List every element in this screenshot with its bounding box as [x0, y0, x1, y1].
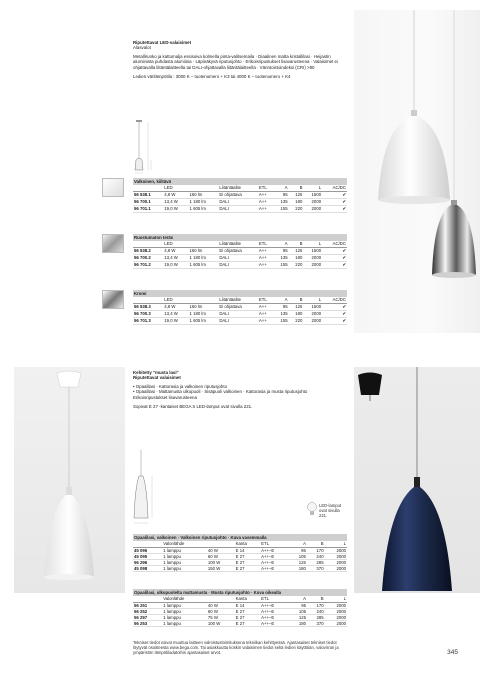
- table-cell: 1 lamppu: [162, 602, 207, 608]
- table-cell: 150 W: [207, 565, 235, 571]
- table-cell: 1 180 lm: [188, 198, 218, 205]
- table-cell: 1 605 lm: [188, 205, 218, 212]
- table-cell: 2000: [303, 261, 322, 268]
- swatch-steel: [102, 234, 124, 253]
- column-header: AC/DC: [322, 185, 347, 191]
- column-header: L: [303, 297, 322, 303]
- swatch-chrome: [102, 290, 124, 309]
- dimension-drawing-top: [126, 118, 160, 174]
- top-title: Riputettavat LED-valaisimet: [133, 40, 192, 45]
- table-caption: Kromi: [133, 290, 347, 297]
- table-row: [133, 205, 347, 212]
- column-header: B: [289, 297, 304, 303]
- table-cell: 285: [307, 614, 325, 620]
- table-cell: 95: [289, 547, 307, 553]
- table-cell: A++–E: [260, 547, 289, 553]
- table-cell: 2000: [303, 198, 322, 205]
- column-header: A: [289, 541, 307, 547]
- column-header: Liitäntäalite: [218, 185, 258, 191]
- column-header: AC/DC: [322, 241, 347, 247]
- column-header: L: [303, 185, 322, 191]
- table-cell: A++–E: [260, 620, 289, 626]
- table-cell: 95: [274, 191, 289, 198]
- table-cell: A++: [258, 303, 274, 310]
- table-cell: 180: [289, 565, 307, 571]
- table-cell: 1 lamppu: [162, 553, 207, 559]
- table-cell: 1 lamppu: [162, 559, 207, 565]
- table-cell: 1 lamppu: [162, 614, 207, 620]
- table-cell: 2000: [325, 608, 347, 614]
- table-cell: 40 W: [207, 602, 235, 608]
- table-cell: 100 W: [207, 559, 235, 565]
- table-cell: 1 lamppu: [162, 565, 207, 571]
- column-header: Valonlähde: [162, 541, 207, 547]
- top-description: Metallirunko ja kattomalja essisoiva kolmella pinta-valitsemaila · Diaalinen matta kristallilasi · Heijastin alumiinista puhdasta alumiinia · Läpinäkyvä riputusjohto · Erikoisripustukset lisavarusteena · Valaisimet ei ohjattavalla liitäntälaitteella tai DALI-ohjattavalla liitäntälaitteella · Värintoistoindeksi (CRI) >80: [133, 53, 338, 70]
- table-cell: 13,4 W: [163, 254, 188, 261]
- table-cell: A++–E: [260, 565, 289, 571]
- table-cell: 95: [274, 247, 289, 254]
- table-cell: 2000: [325, 559, 347, 565]
- table-cell: ✔: [322, 254, 347, 261]
- table-cell: 125: [289, 247, 304, 254]
- table-cell: 60 W: [207, 553, 235, 559]
- table-cell: A++–E: [260, 553, 289, 559]
- table-row: [133, 303, 347, 310]
- table-cell: 2000: [325, 614, 347, 620]
- column-header: B: [307, 596, 325, 602]
- table-cell: 105: [289, 608, 307, 614]
- column-header: LED: [163, 185, 188, 191]
- column-header: Kanta: [235, 596, 261, 602]
- table-cell: 170: [307, 547, 325, 553]
- column-header: B: [289, 241, 304, 247]
- product-photo-top: [354, 10, 480, 333]
- article-number: 56 700.3: [133, 310, 163, 317]
- product-photo-white: [14, 367, 125, 593]
- column-header: ETL: [258, 185, 274, 191]
- table-cell: E 27: [235, 565, 261, 571]
- column-header: A: [274, 185, 289, 191]
- table-cell: Ei ohjattava: [218, 303, 258, 310]
- top-subtitle: Alasvalot: [133, 45, 151, 51]
- table-cell: 240: [307, 553, 325, 559]
- table-cell: 160 lm: [188, 191, 218, 198]
- bullet-2: • Opaalilasi · Mattamusta ulkopuoli · Sisäpuoli valkoinen · Kattorasia ja musta riputusjohto: [133, 389, 308, 395]
- article-number: 56 252: [133, 608, 162, 614]
- table-cell: 2000: [325, 602, 347, 608]
- column-header: Liitäntäalite: [218, 241, 258, 247]
- table-cell: 1500: [303, 303, 322, 310]
- table-cell: 2000: [303, 317, 322, 324]
- table-cell: E 27: [235, 614, 261, 620]
- table-cell: DALI: [218, 310, 258, 317]
- table-row: [133, 191, 347, 198]
- article-number: 56 701.3: [133, 317, 163, 324]
- table-cell: A++–E: [260, 614, 289, 620]
- column-header: LED: [163, 297, 188, 303]
- table-cell: Ei ohjattava: [218, 247, 258, 254]
- article-number: 56 538.2: [133, 247, 163, 254]
- column-header: B: [307, 541, 325, 547]
- article-number: 56 296: [133, 559, 162, 565]
- table-cell: 1 180 lm: [188, 310, 218, 317]
- table-cell: DALI: [218, 261, 258, 268]
- table-caption-row: [133, 234, 347, 241]
- table-row: [133, 198, 347, 205]
- article-number: 45 096: [133, 547, 162, 553]
- table-caption-row: [133, 290, 347, 297]
- article-number: 56 251: [133, 602, 162, 608]
- table-cell: 105: [289, 553, 307, 559]
- article-number: 56 297: [133, 614, 162, 620]
- table-cell: 13,4 W: [163, 310, 188, 317]
- table-cell: 1 lamppu: [162, 620, 207, 626]
- table-cell: E 27: [235, 620, 261, 626]
- table-cell: 180: [289, 198, 304, 205]
- table-cell: 1500: [303, 247, 322, 254]
- table-row: [133, 317, 347, 324]
- table-cell: 370: [307, 565, 325, 571]
- table-row: [133, 247, 347, 254]
- table-cell: 95: [274, 303, 289, 310]
- table-cell: 1 605 lm: [188, 317, 218, 324]
- column-header: ETL: [260, 541, 289, 547]
- table-cell: DALI: [218, 317, 258, 324]
- table-cell: 1 lamppu: [162, 608, 207, 614]
- column-header: A: [274, 297, 289, 303]
- table-cell: 180: [289, 254, 304, 261]
- table-cell: 1500: [303, 191, 322, 198]
- table-cell: 135: [274, 198, 289, 205]
- table-cell: 2000: [325, 553, 347, 559]
- table-cell: 13,4 W: [163, 198, 188, 205]
- table-cell: ✔: [322, 261, 347, 268]
- white-pendant-illustration: [14, 367, 125, 593]
- table-cell: 2000: [303, 205, 322, 212]
- bottom-title: Kehitetty "musta lasi": [133, 370, 179, 375]
- table-cell: 220: [289, 317, 304, 324]
- article-number: 56 538.3: [133, 303, 163, 310]
- table-cell: 100 W: [207, 620, 235, 626]
- bottom-subtitle: Riputettavat valaisimet: [133, 375, 181, 381]
- column-header: ETL: [258, 241, 274, 247]
- table-cell: 180: [289, 310, 304, 317]
- table-cell: 1 lamppu: [162, 547, 207, 553]
- table-cell: 125: [289, 191, 304, 198]
- column-header: L: [303, 241, 322, 247]
- article-number: 56 253: [133, 620, 162, 626]
- article-number: 56 701.2: [133, 261, 163, 268]
- footnote: Tekniset tiedot voivat muuttua laitteen valmistustoimituksena tekniikan kehittyessä. Ajantasaiset tekniset tiedot löytyvät osoitteesta www.bega.com. Tai asiakkuutta koskin valaisimen tiedot sekä ledien käyttöiän, valovirran ja ympäristön lämpötiladatoihin ajantasaiset arvot.: [133, 640, 339, 656]
- table-cell: 2000: [325, 547, 347, 553]
- table-cell: 19,0 W: [163, 205, 188, 212]
- table-cell: E 27: [235, 559, 261, 565]
- table-cell: ✔: [322, 191, 347, 198]
- table-cell: 4,8 W: [163, 303, 188, 310]
- table-cell: 285: [307, 559, 325, 565]
- table-cell: A++: [258, 317, 274, 324]
- table-cell: ✔: [322, 205, 347, 212]
- table-caption-row: [133, 534, 347, 541]
- table-cell: A++: [258, 205, 274, 212]
- table-cell: DALI: [218, 254, 258, 261]
- table-cell: 135: [274, 254, 289, 261]
- table-cell: ✔: [322, 310, 347, 317]
- socket-note: Sopivat E 27 -kantaiset BEGA:n LED-lamput ovat sivulla 221.: [133, 404, 253, 410]
- table-cell: 170: [307, 602, 325, 608]
- table-cell: DALI: [218, 198, 258, 205]
- table-row: [133, 261, 347, 268]
- table-cell: A++: [258, 247, 274, 254]
- table-cell: A++: [258, 310, 274, 317]
- dimension-drawing-bottom: [129, 448, 159, 528]
- page-number: 345: [447, 649, 458, 656]
- table-cell: 220: [289, 261, 304, 268]
- led-lamp-icon: [306, 501, 318, 517]
- table-cell: 160 lm: [188, 303, 218, 310]
- table-cell: ✔: [322, 247, 347, 254]
- article-number: 45 095: [133, 553, 162, 559]
- bottom-intro: [133, 370, 348, 409]
- table-cell: 125: [289, 559, 307, 565]
- table-row: [133, 620, 347, 626]
- table-caption-row: [133, 589, 347, 596]
- pendant-lamps-illustration: [354, 10, 480, 333]
- table-cell: 2000: [303, 310, 322, 317]
- column-header: AC/DC: [322, 297, 347, 303]
- table-row: [133, 254, 347, 261]
- table-cell: 155: [274, 317, 289, 324]
- table-cell: ✔: [322, 303, 347, 310]
- column-header: ETL: [260, 596, 289, 602]
- column-header: LED: [163, 241, 188, 247]
- table-caption: Ruostumaton teräs: [133, 234, 347, 241]
- article-number: 56 700.2: [133, 254, 163, 261]
- table-cell: 155: [274, 205, 289, 212]
- table-cell: 125: [289, 303, 304, 310]
- table-cell: A++: [258, 191, 274, 198]
- black-pendant-illustration: [354, 367, 480, 593]
- table-cell: 2000: [303, 254, 322, 261]
- table-cell: 19,0 W: [163, 317, 188, 324]
- bullet-1: • Opaalilasi · Kattorasia ja valkoinen riputusjohto: [133, 383, 228, 389]
- table-caption: Opaalilasi, valkoinen · Valkoinen riputusjohto · Kuva vasemmalla: [133, 534, 347, 541]
- swatch-white: [102, 178, 124, 197]
- table-cell: 1 180 lm: [188, 254, 218, 261]
- column-header: Kanta: [235, 541, 261, 547]
- column-header: A: [274, 241, 289, 247]
- article-number: 56 700.1: [133, 198, 163, 205]
- table-cell: 19,0 W: [163, 261, 188, 268]
- table-cell: DALI: [218, 205, 258, 212]
- table-cell: ✔: [322, 317, 347, 324]
- table-cell: E 14: [235, 547, 261, 553]
- table-cell: 160 lm: [188, 247, 218, 254]
- column-header: L: [325, 596, 347, 602]
- column-header: L: [325, 541, 347, 547]
- product-table-white: [133, 178, 347, 213]
- product-table-opal-black: [133, 589, 347, 627]
- table-cell: 75 W: [207, 614, 235, 620]
- table-cell: E 27: [235, 553, 261, 559]
- table-caption: Valkoinen, kiiltävä: [133, 178, 347, 185]
- top-led-note: Ledien värilämpötila : 3000 K – tuotenumero + K3 tai 4000 K – tuotenumero + K4: [133, 74, 291, 80]
- article-number: 45 098: [133, 565, 162, 571]
- table-row: [133, 565, 347, 571]
- table-cell: 4,8 W: [163, 191, 188, 198]
- table-cell: 40 W: [207, 547, 235, 553]
- table-cell: A++: [258, 254, 274, 261]
- table-cell: A++: [258, 261, 274, 268]
- bullet-3: Erikoisripustukset lisavarusteena: [133, 394, 197, 400]
- product-table-steel: [133, 234, 347, 269]
- top-intro: [133, 40, 348, 79]
- column-header: B: [289, 185, 304, 191]
- table-cell: A++: [258, 198, 274, 205]
- table-cell: ✔: [322, 198, 347, 205]
- table-cell: A++–E: [260, 608, 289, 614]
- table-cell: 180: [289, 620, 307, 626]
- table-cell: 135: [274, 310, 289, 317]
- led-callout: LED-lamput ovat sivulla 221.: [319, 503, 342, 518]
- table-cell: 60 W: [207, 608, 235, 614]
- table-cell: 4,8 W: [163, 247, 188, 254]
- table-caption: Opaalilasi, ulkopuolelta mattamusta · Musta riputusjohto · Kuva oikealla: [133, 589, 347, 596]
- table-cell: 125: [289, 614, 307, 620]
- article-number: 56 538.1: [133, 191, 163, 198]
- table-cell: 370: [307, 620, 325, 626]
- column-header: Valonlähde: [162, 596, 207, 602]
- table-cell: 240: [307, 608, 325, 614]
- column-header: Liitäntäalite: [218, 297, 258, 303]
- product-table-opal-white: [133, 534, 347, 572]
- table-cell: E 14: [235, 602, 261, 608]
- table-cell: 2000: [325, 565, 347, 571]
- product-photo-black: [354, 367, 480, 593]
- table-cell: 1 605 lm: [188, 261, 218, 268]
- table-row: [133, 310, 347, 317]
- table-cell: A++–E: [260, 602, 289, 608]
- column-header: A: [289, 596, 307, 602]
- product-table-chrome: [133, 290, 347, 325]
- table-cell: 95: [289, 602, 307, 608]
- table-cell: E 27: [235, 608, 261, 614]
- column-header: ETL: [258, 297, 274, 303]
- table-cell: 220: [289, 205, 304, 212]
- article-number: 56 701.1: [133, 205, 163, 212]
- table-cell: A++–E: [260, 559, 289, 565]
- table-caption-row: [133, 178, 347, 185]
- table-cell: Ei ohjattava: [218, 191, 258, 198]
- table-cell: 2000: [325, 620, 347, 626]
- table-cell: 155: [274, 261, 289, 268]
